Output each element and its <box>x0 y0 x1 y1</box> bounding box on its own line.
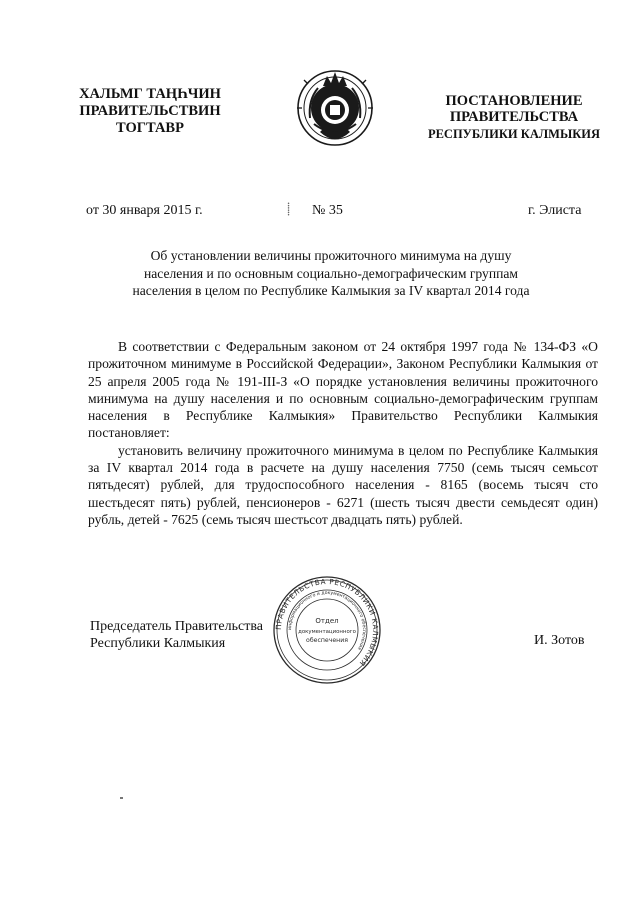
document-title-line: Об установлении величины прожиточного минимума на душу <box>150 248 512 263</box>
decision-paragraph: установить величину прожиточного минимума в целом по Республике Калмыкия за IV квартал 2014 года в расчете на душу населения 7750 (семь тысяч семьсот пятьдесят) рублей, для трудоспособного населения - 8165 (восемь тысяч сто шестьдесят пять) рублей, пенсионеров - 6271 (шесть тысяч двести семьдесят один) рубль, детей - 7625 (семь тысяч шестьсот двадцать пять) рублей. <box>88 442 598 527</box>
document-title <box>88 247 574 300</box>
document-body <box>88 338 598 528</box>
header-kalmyk-line: ПРАВИТЕЛЬСТВИН <box>79 103 221 119</box>
official-stamp <box>272 575 382 685</box>
document-title-line: населения в целом по Республике Калмыкия за IV квартал 2014 года <box>132 283 530 298</box>
header-russian-title <box>412 93 616 142</box>
stamp-center-line: обеспечения <box>306 637 348 644</box>
stamp-inner-ring-text: информационного и документационного обеспечения <box>287 590 367 651</box>
stamp-outer-text: ПРАВИТЕЛЬСТВА РЕСПУБЛИКИ КАЛМЫКИЯ <box>273 576 381 669</box>
header-kalmyk-line: ТОГТАВР <box>116 120 184 136</box>
signatory-position <box>90 618 263 652</box>
stamp-center-line: документационного <box>298 629 356 635</box>
header-kalmyk-line: ХАЛЬМГ ТАҢҺЧИН <box>79 86 221 102</box>
header-document-type: ПОСТАНОВЛЕНИЕ <box>445 93 583 109</box>
signatory-position-line: Республики Калмыкия <box>90 636 226 651</box>
document-number: № 35 <box>312 203 343 218</box>
stamp-center-line: Отдел <box>315 617 339 625</box>
header-government: ПРАВИТЕЛЬСТВА <box>449 109 579 125</box>
scan-speck <box>120 797 123 799</box>
signatory-name: И. Зотов <box>534 633 585 648</box>
header-kalmyk-title <box>50 86 250 137</box>
scan-artifact-mark: ⸽ <box>287 202 291 216</box>
header-republic: РЕСПУБЛИКИ КАЛМЫКИЯ <box>427 127 601 141</box>
coat-of-arms-icon <box>294 64 376 148</box>
preamble-paragraph: В соответствии с Федеральным законом от 24 октября 1997 года № 134-ФЗ «О прожиточном минимуме в Российской Федерации», Законом Республики Калмыкия от 25 апреля 2005 года № 191-III-З «О порядке установления величины прожиточного минимума на душу населения и по основным социально-демографическим группам населения в Республике Калмыкия» Правительство Республики Калмыкия постановляет: <box>88 339 598 441</box>
document-city: г. Элиста <box>528 203 582 218</box>
signatory-position-line: Председатель Правительства <box>90 619 263 634</box>
document-title-line: населения и по основным социально-демографическим группам <box>143 265 519 281</box>
document-date: от 30 января 2015 г. <box>86 203 203 218</box>
